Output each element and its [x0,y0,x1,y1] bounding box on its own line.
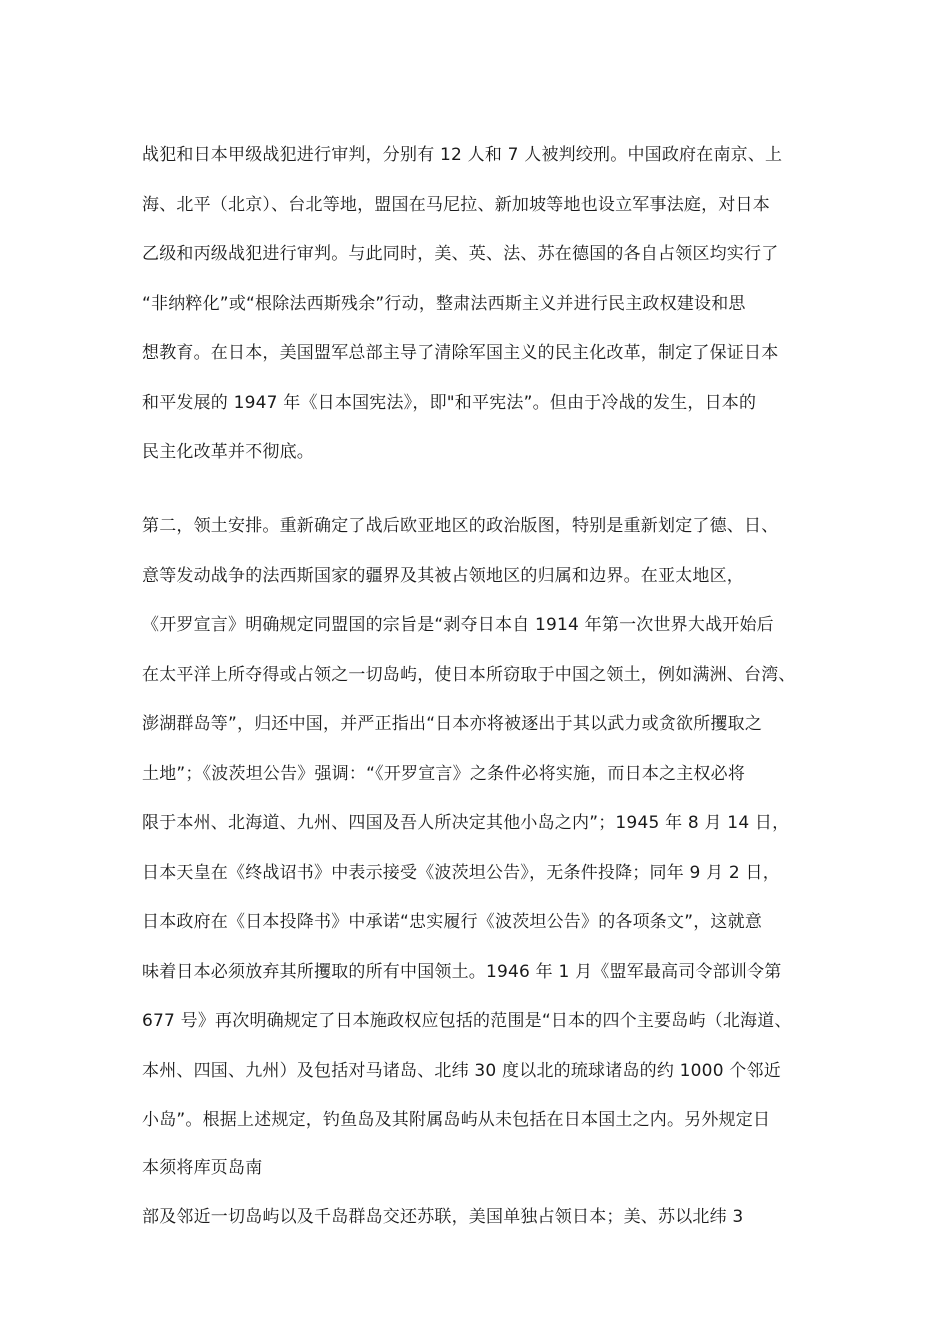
text-line: 澎湖群岛等”，归还中国，并严正指出“日本亦将被逐出于其以武力或贪欲所攫取之 [142,714,763,734]
text-line: 和平发展的 1947 年《日本国宪法》，即"和平宪法”。但由于冷战的发生，日本的 [142,393,757,413]
text-line: 海、北平（北京）、台北等地，盟国在马尼拉、新加坡等地也设立军事法庭，对日本 [142,195,770,215]
text-line: 第二，领土安排。重新确定了战后欧亚地区的政治版图，特别是重新划定了德、日、 [142,516,779,536]
text-line: 部及邻近一切岛屿以及千岛群岛交还苏联，美国单独占领日本；美、苏以北纬 3 [142,1207,744,1227]
text-line: 想教育。在日本，美国盟军总部主导了清除军国主义的民主化改革，制定了保证日本 [142,343,779,363]
text-line: 意等发动战争的法西斯国家的疆界及其被占领地区的归属和边界。在亚太地区， [142,566,744,586]
text-line: “非纳粹化”或“根除法西斯残余”行动，整肃法西斯主义并进行民主政权建设和思 [142,294,746,314]
text-line: 《开罗宣言》明确规定同盟国的宗旨是“剥夺日本自 1914 年第一次世界大战开始后 [142,615,774,635]
text-line: 本须将库页岛南 [142,1158,263,1178]
text-line: 日本天皇在《终战诏书》中表示接受《波茨坦公告》，无条件投降；同年 9 月 2 日， [142,863,780,883]
text-line: 本州、四国、九州）及包括对马诸岛、北纬 30 度以北的琉球诸岛的约 1000 个邻近 [142,1061,781,1081]
text-line: 677 号》再次明确规定了日本施政权应包括的范围是“日本的四个主要岛屿（北海道、 [142,1011,792,1031]
text-line: 战犯和日本甲级战犯进行审判，分别有 12 人和 7 人被判绞刑。中国政府在南京、上 [142,145,783,165]
text-line: 在太平洋上所夺得或占领之一切岛屿，使日本所窃取于中国之领土，例如满洲、台湾、 [142,665,796,685]
text-line: 民主化改革并不彻底。 [142,442,314,462]
text-line: 限于本州、北海道、九州、四国及吾人所决定其他小岛之内”；1945 年 8 月 14 日， [142,813,790,833]
text-line: 味着日本必须放弃其所攫取的所有中国领土。1946 年 1 月《盟军最高司令部训令第 [142,962,782,982]
text-line: 小岛”。根据上述规定，钓鱼岛及其附属岛屿从未包括在日本国土之内。另外规定日 [142,1110,771,1130]
text-line: 土地”；《波茨坦公告》强调：“《开罗宣言》之条件必将实施，而日本之主权必将 [142,764,746,784]
text-line: 乙级和丙级战犯进行审判。与此同时，美、英、法、苏在德国的各自占领区均实行了 [142,244,779,264]
text-line: 日本政府在《日本投降书》中承诺“忠实履行《波茨坦公告》的各项条文”，这就意 [142,912,763,932]
